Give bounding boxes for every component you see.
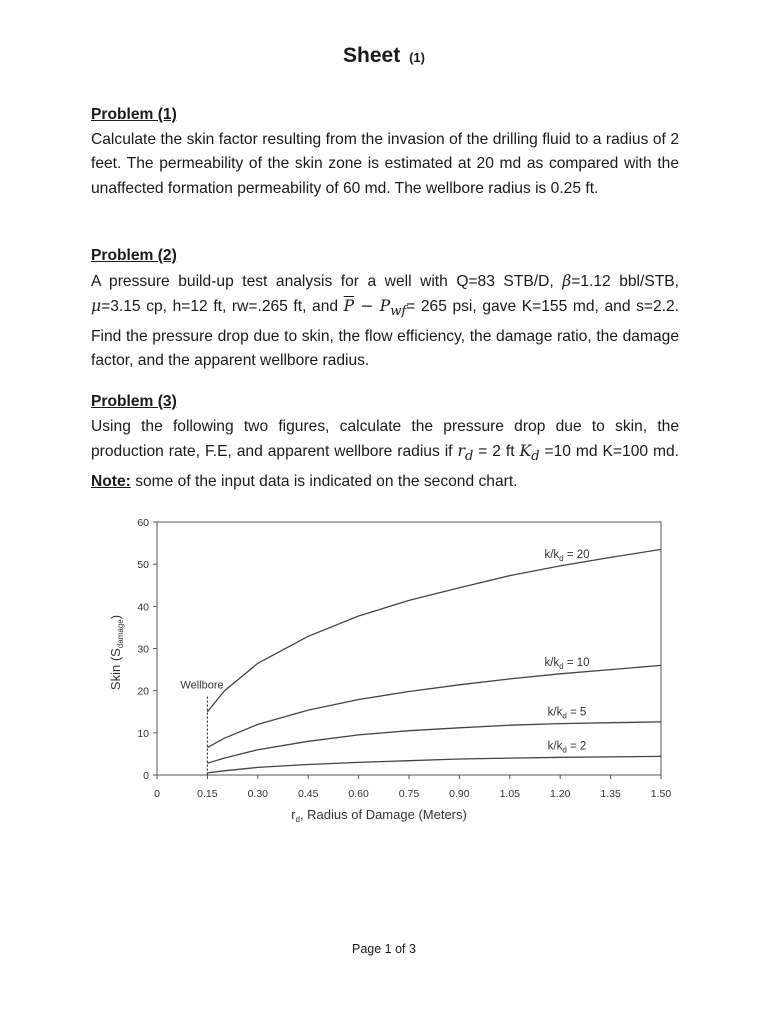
y-tick-label: 60 bbox=[137, 517, 149, 529]
problem-2-text bbox=[91, 269, 679, 374]
x-tick-label: 0.15 bbox=[197, 788, 218, 800]
problem-2-text-part4: = 265 psi, gave K=155 md, and s=2.2. Find the pressure drop due to skin, the flow efficiency, the damage ratio, the damage factor, and the apparent wellbore radius. bbox=[91, 298, 680, 370]
x-tick-label: 1.50 bbox=[650, 788, 672, 800]
x-tick-label: 0.45 bbox=[297, 788, 319, 800]
kd-subscript: d bbox=[531, 449, 540, 465]
y-tick-label: 0 bbox=[143, 770, 149, 782]
pwf-subscript: wf bbox=[390, 304, 407, 320]
series-label: $k/k_d = 20$ bbox=[544, 548, 590, 563]
x-axis-label: $r_d$, Radius of Damage (Meters) bbox=[291, 807, 467, 824]
minus-sign: − bbox=[354, 297, 380, 315]
page-footer: Page 1 of 3 bbox=[352, 942, 416, 956]
x-tick-label: 0.90 bbox=[449, 788, 470, 800]
x-tick-label: 1.20 bbox=[549, 788, 571, 800]
note-label: Note: bbox=[91, 472, 131, 490]
rd-symbol: r bbox=[457, 442, 465, 460]
wellbore-label: Wellbore bbox=[180, 679, 224, 692]
problem-2-text-part3: =3.15 cp, h=12 ft, rw=.265 ft, and bbox=[101, 298, 344, 315]
problem-3-text bbox=[91, 415, 679, 495]
beta-symbol: β bbox=[562, 271, 572, 290]
problem-3-text-part1: Using the following two figures, calculate the pressure drop due to skin, the production rate, F.E, and apparent wellbore radius if bbox=[91, 417, 679, 460]
problem-3-text-part4: some of the input data is indicated on the second chart. bbox=[130, 472, 518, 490]
y-axis-label: Skin $(S_{damage})$ bbox=[108, 614, 125, 691]
title-text: Sheet bbox=[343, 44, 401, 67]
problem-3 bbox=[91, 390, 679, 494]
problem-3-text-part3: =10 md K=100 md. bbox=[539, 443, 679, 460]
kd-symbol: K bbox=[519, 442, 532, 460]
page-title bbox=[0, 44, 768, 68]
x-tick-label: 0.30 bbox=[247, 788, 269, 800]
series-label: $k/k_d = 2$ bbox=[547, 740, 587, 755]
y-tick-label: 50 bbox=[137, 559, 149, 572]
series-line bbox=[207, 665, 661, 747]
x-tick-label: 0.75 bbox=[398, 788, 420, 800]
series-label: $k/k_d = 5$ bbox=[547, 706, 587, 721]
x-tick-label: 0.60 bbox=[348, 788, 369, 800]
problem-1-text: Calculate the skin factor resulting from the invasion of the drilling fluid to a radius of 2 feet. The permeability of the skin zone is estimated at 20 md as compared with the unaffected formation permeability of 60 md. The wellbore radius is 0.25 ft. bbox=[91, 130, 679, 197]
y-tick-label: 20 bbox=[137, 685, 149, 698]
x-tick-label: 1.35 bbox=[600, 788, 621, 800]
rd-subscript: d bbox=[464, 449, 474, 465]
problem-2-text-part2: =1.12 bbl/STB, bbox=[571, 272, 679, 290]
problem-2-text-part1: A pressure build-up test analysis for a well with Q=83 STB/D, bbox=[91, 272, 563, 290]
problem-2-heading: Problem (2) bbox=[91, 247, 177, 264]
title-number: (1) bbox=[409, 50, 425, 65]
problem-1 bbox=[91, 103, 679, 201]
series-line bbox=[207, 549, 661, 711]
skin-vs-radius-chart bbox=[0, 500, 768, 840]
y-tick-label: 40 bbox=[137, 601, 149, 614]
x-tick-label: 1.05 bbox=[499, 788, 521, 800]
y-tick-label: 10 bbox=[137, 727, 149, 740]
y-tick-label: 30 bbox=[137, 643, 149, 656]
problem-3-text-part2: = 2 ft bbox=[473, 443, 520, 460]
series-label: $k/k_d = 10$ bbox=[544, 656, 590, 671]
mu-symbol: μ bbox=[91, 297, 102, 315]
problem-1-heading: Problem (1) bbox=[91, 106, 177, 123]
pwf-symbol: P bbox=[379, 297, 391, 315]
series-line bbox=[207, 756, 661, 773]
problem-2 bbox=[91, 244, 679, 374]
average-pressure-symbol: $\overline{P}$ bbox=[343, 297, 355, 315]
problem-3-heading: Problem (3) bbox=[91, 393, 177, 410]
x-tick-label: 0 bbox=[154, 788, 160, 800]
